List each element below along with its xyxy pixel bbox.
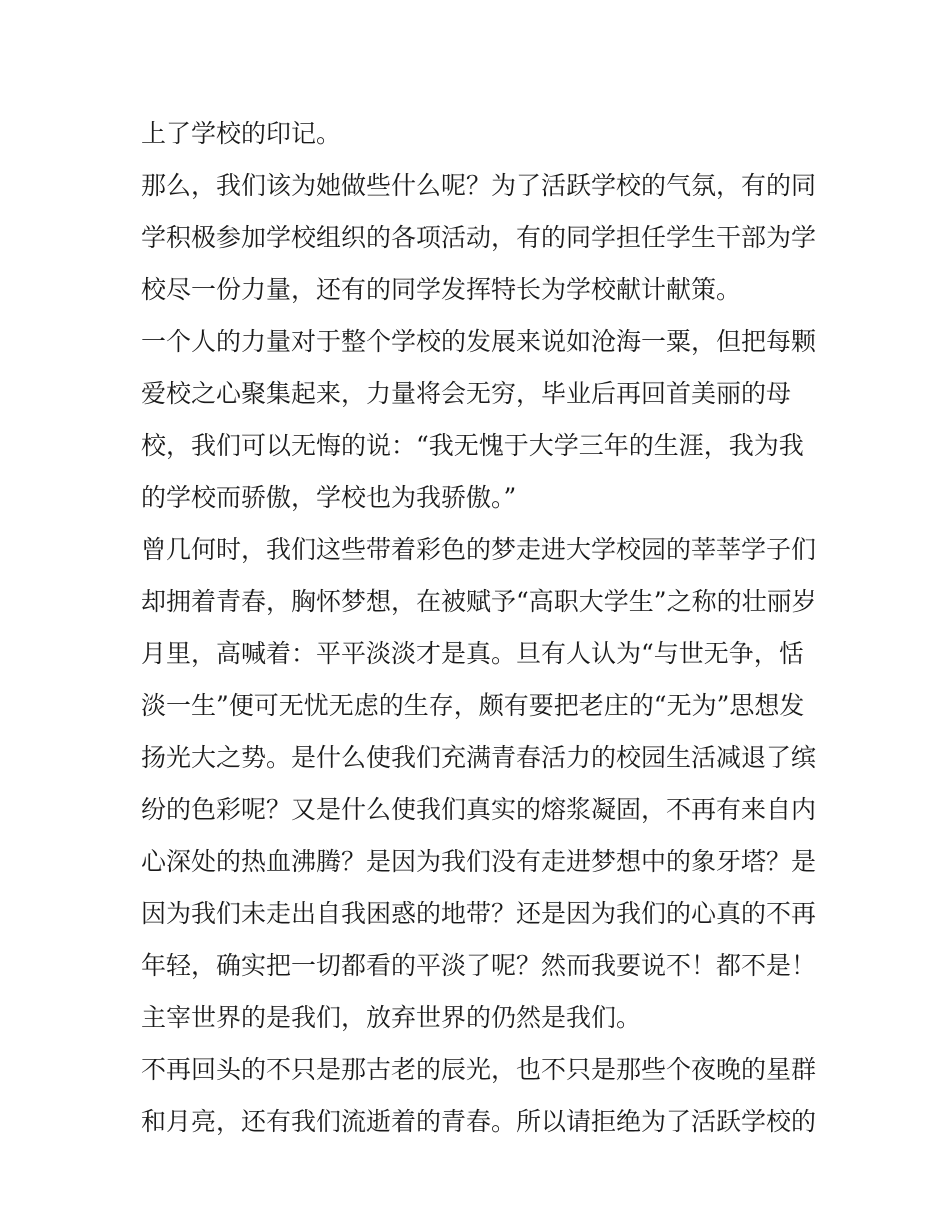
text-line: 上了学校的印记。: [141, 119, 342, 148]
text-line: 心深处的热血沸腾？是因为我们没有走进梦想中的象牙塔？是: [141, 847, 817, 876]
text-line: 扬光大之势。是什么使我们充满青春活力的校园生活减退了缤: [141, 743, 817, 772]
text-line: 一个人的力量对于整个学校的发展来说如沧海一粟，但把每颗: [141, 327, 817, 356]
text-line: 校，我们可以无悔的说：“我无愧于大学三年的生涯，我为我: [141, 431, 804, 460]
text-line: 主宰世界的是我们，放弃世界的仍然是我们。: [141, 1003, 642, 1032]
text-line: 曾几何时，我们这些带着彩色的梦走进大学校园的莘莘学子们: [141, 535, 817, 564]
document-body: [141, 108, 821, 1148]
text-line: 和月亮，还有我们流逝着的青春。所以请拒绝为了活跃学校的: [141, 1107, 817, 1136]
text-line: 的学校而骄傲，学校也为我骄傲。”: [141, 483, 517, 512]
text-line: 学积极参加学校组织的各项活动，有的同学担任学生干部为学: [141, 223, 817, 252]
text-line: 爱校之心聚集起来，力量将会无穷，毕业后再回首美丽的母: [141, 379, 792, 408]
text-line: 年轻，确实把一切都看的平淡了呢？然而我要说不！都不是！: [141, 951, 817, 980]
text-line: 却拥着青春，胸怀梦想，在被赋予“高职大学生”之称的壮丽岁: [141, 587, 817, 616]
text-line: 因为我们未走出自我困惑的地带？还是因为我们的心真的不再: [141, 899, 817, 928]
text-line: 纷的色彩呢？又是什么使我们真实的熔浆凝固，不再有来自内: [141, 795, 817, 824]
text-line: 淡一生”便可无忧无虑的生存，颇有要把老庄的“无为”思想发: [141, 691, 805, 720]
text-line: 那么，我们该为她做些什么呢？为了活跃学校的气氛，有的同: [141, 171, 817, 200]
text-line: 不再回头的不只是那古老的辰光，也不只是那些个夜晚的星群: [141, 1055, 817, 1084]
text-line: 校尽一份力量，还有的同学发挥特长为学校献计献策。: [141, 275, 742, 304]
text-line: 月里，高喊着：平平淡淡才是真。旦有人认为“与世无争，恬: [141, 639, 804, 668]
